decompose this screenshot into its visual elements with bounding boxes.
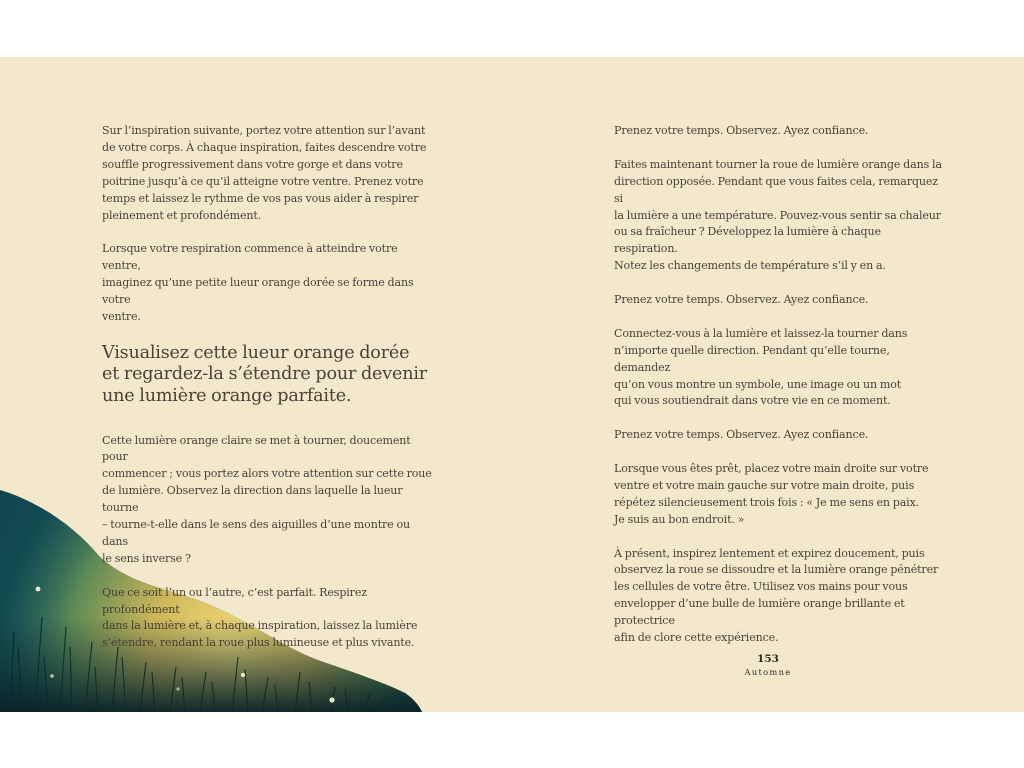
book-spread (0, 57, 1024, 712)
left-page-text (102, 123, 432, 669)
section-name: Automne (744, 667, 792, 677)
paragraph: Prenez votre temps. Observez. Ayez confiance. (614, 428, 869, 442)
page-footer (730, 652, 806, 678)
paragraph: À présent, inspirez lentement et expirez doucement, puis observez la roue se dissoudre et la lumière orange pénétrer les cellules de votre être. Utilisez vos mains pour vous envelopper d’une bulle de lumière orange brillante et protectrice afin de clore cette expérience. (614, 546, 939, 645)
paragraph: Sur l’inspiration suivante, portez votre attention sur l’avant de votre corps. À chaque inspiration, faites descendre votre souffle progressivement dans votre gorge et dans votre poitrine jusqu’à ce qu’il atteigne votre ventre. Prenez votre temps et laissez le rythme de vos pas vous aider à respirer pleinement et profondément. (102, 124, 427, 222)
paragraph: Lorsque vous êtes prêt, placez votre main droite sur votre ventre et votre main gauche sur votre main droite, puis répétez silencieusement trois fois : « Je me sens en paix. Je suis au bon endroit. » (614, 462, 929, 526)
paragraph: Prenez votre temps. Observez. Ayez confiance. (614, 293, 869, 307)
paragraph: Prenez votre temps. Observez. Ayez confiance. (614, 124, 869, 137)
page-number: 153 (757, 653, 779, 665)
paragraph: Que ce soit l’un ou l’autre, c’est parfait. Respirez profondément dans la lumière et, à chaque inspiration, laissez la lumière s’étendre, rendant la roue plus lumineuse et plus vivante. (102, 585, 418, 650)
paragraph: Lorsque votre respiration commence à atteindre votre ventre, imaginez qu’une petite lueur orange dorée se forme dans votre ventre. (102, 242, 414, 323)
right-page-text (614, 123, 944, 664)
paragraph: Cette lumière orange claire se met à tourner, doucement pour commencer ; vous portez alors votre attention sur cette roue de lumière. Observez la direction dans laquelle la lueur tourne – tourne-t-elle dans le sens des aiguilles d’une montre ou dans le sens inverse ? (102, 433, 432, 565)
paragraph: Connectez-vous à la lumière et laissez-la tourner dans n’importe quelle direction. Pendant qu’elle tourne, demandez qu’on vous montre un symbole, une image ou un mot qui vous soutiendrait dans votre vie en ce moment. (614, 326, 908, 408)
pull-quote: Visualisez cette lueur orange dorée et regardez-la s’étendre pour devenir une lumière orange parfaite. (102, 342, 427, 406)
paragraph: Faites maintenant tourner la roue de lumière orange dans la direction opposée. Pendant que vous faites cela, remarquez si la lumière a une température. Pouvez-vous sentir sa chaleur ou sa fraîcheur ? Développez la lumière à chaque respiration. Notez les changements de température s’il y en a. (614, 157, 942, 273)
